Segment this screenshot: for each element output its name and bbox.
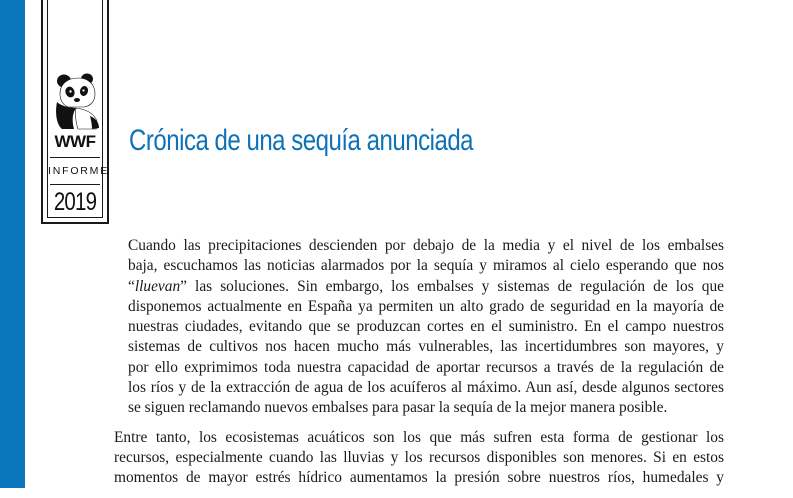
paragraph-2 <box>114 428 724 489</box>
paragraph-1-line: disponemos actualmente en España ya permiten un alto grado de seguridad en la mayoría de <box>128 297 724 315</box>
paragraph-1 <box>114 236 724 419</box>
paragraph-1-line: baja, escuchamos las noticias alarmados por la sequía y miramos al cielo esperando que nos <box>128 257 724 275</box>
line-rest: ” las soluciones. Sin embargo, los embalses y sistemas de regulación de los que <box>180 277 724 295</box>
paragraph-1-line <box>114 277 724 297</box>
paragraph-1-line: los ríos y de la extracción de agua de los acuíferos al máximo. Aun así, desde algunos sectores <box>128 379 724 397</box>
badge-inner-frame <box>47 0 110 218</box>
paragraph-1-line: se siguen reclamando nuevos embalses para pasar la sequía de la mejor manera posible. <box>128 399 668 417</box>
paragraph-1-line: Cuando las precipitaciones descienden por debajo de la media y el nivel de los embalses <box>128 237 724 254</box>
report-year: 2019 <box>53 188 97 216</box>
open-quote: “ <box>128 277 135 295</box>
report-label: INFORME <box>48 165 110 177</box>
article-body <box>114 236 724 498</box>
wwf-report-badge <box>41 0 109 224</box>
emphasis-word: lluevan <box>134 277 181 295</box>
article-title: Crónica de una sequía anunciada <box>129 124 474 157</box>
badge-divider-bottom <box>50 184 100 185</box>
badge-divider-top <box>50 157 100 158</box>
paragraph-1-line: nuestras ciudades, evitando que se produzcan cortes en el suministro. En el campo nuestros <box>128 318 724 336</box>
paragraph-1-line: por ello exprimimos toda nuestra capacidad de aportar recursos a través de la regulación de <box>128 358 724 376</box>
paragraph-2-line: momentos de mayor estrés hídrico aumentamos la presión sobre nuestros ríos, humedales y <box>114 469 724 487</box>
paragraph-1-line: sistemas de cultivos nos hacen mucho más vulnerables, las incertidumbres son mayores, y <box>128 338 724 356</box>
paragraph-2-line: recursos, especialmente cuando las lluvias y los recursos disponibles son menores. Si en estos <box>114 448 724 466</box>
panda-logo-icon <box>54 72 100 130</box>
side-accent-bar <box>0 0 25 488</box>
brand-name: WWF <box>54 132 96 151</box>
paragraph-2-line: Entre tanto, los ecosistemas acuáticos son los que más sufren esta forma de gestionar los <box>114 428 724 446</box>
